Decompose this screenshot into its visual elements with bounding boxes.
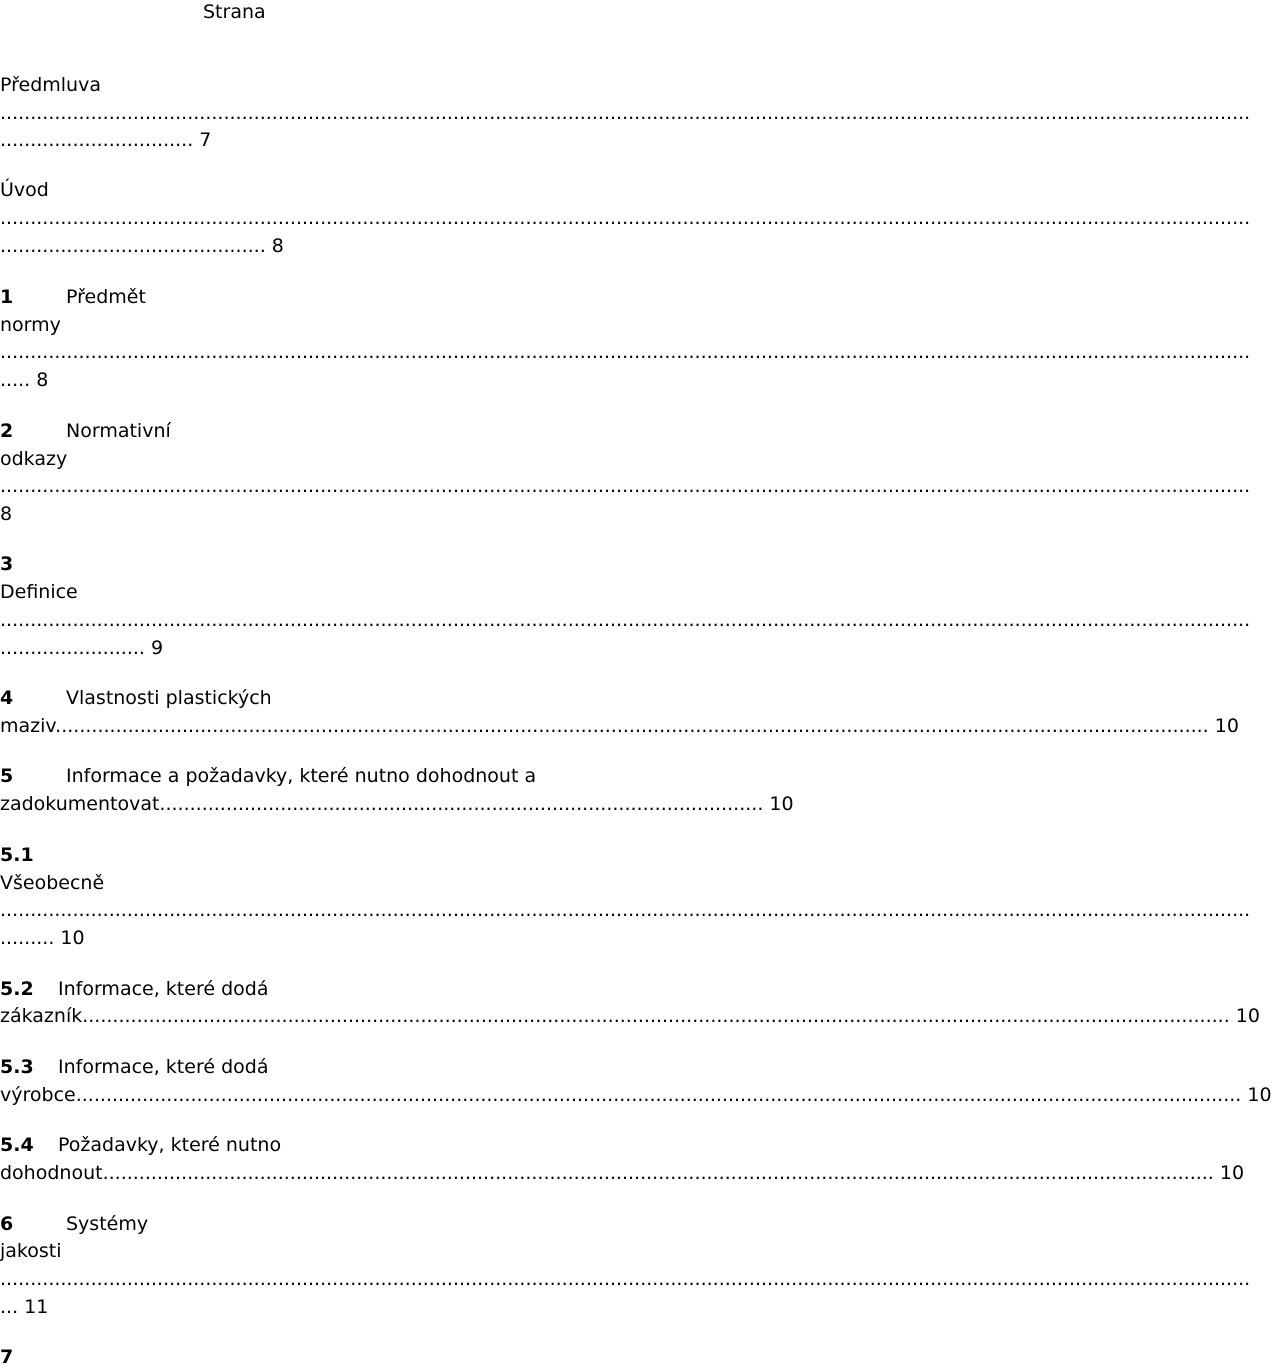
toc-leader: ............................................................................................................................................................................................................... (0, 609, 1251, 631)
toc-title-cont: normy (0, 314, 61, 336)
toc-title-cont: zákazník.............................................................................................................................................................................................. 10 (0, 1005, 1260, 1027)
toc-number: 5.3 (0, 1056, 34, 1078)
toc-number: 5.4 (0, 1134, 34, 1156)
toc-title-cont: Všeobecně (0, 872, 105, 894)
toc-number: 6 (0, 1213, 14, 1235)
toc-page-line: ................................ 7 (0, 129, 212, 151)
toc-leader: ............................................................................................................................................................................................................... (0, 899, 1251, 921)
toc-page-line: ............................................ 8 (0, 235, 284, 257)
toc-heading-line (0, 284, 960, 310)
toc-title-cont: jakosti (0, 1240, 62, 1262)
toc-page-line: ..... 8 (0, 369, 49, 391)
toc-title: Informace, které dodá (58, 1056, 269, 1078)
toc-title: Předmluva (0, 74, 101, 96)
toc-leader: ............................................................................................................................................................................................................... (0, 1268, 1251, 1290)
toc-heading-line (0, 685, 960, 711)
toc-heading-line (0, 1211, 960, 1237)
toc-title-cont: maziv............................................................................................................................................................................................... 10 (0, 715, 1239, 737)
toc-heading-line (0, 976, 960, 1002)
toc-page-line: ......... 10 (0, 927, 85, 949)
toc-title: Informace, které dodá (58, 978, 269, 1000)
toc-leader: ............................................................................................................................................................................................................... (0, 207, 1251, 229)
toc-title: Normativní (66, 420, 171, 442)
page-header-label: Strana (203, 1, 266, 23)
toc-title: Předmět (66, 286, 146, 308)
toc-number: 2 (0, 420, 14, 442)
toc-title: Systémy (66, 1213, 149, 1235)
toc-number: 5.1 (0, 844, 34, 866)
toc-title-cont: zadokumentovat.................................................................................................... 10 (0, 793, 794, 815)
toc-title-cont: dohodnout........................................................................................................................................................................................ 10 (0, 1162, 1245, 1184)
toc-number: 5.2 (0, 978, 34, 1000)
toc-number: 7 (0, 1346, 14, 1368)
toc-number: 5 (0, 765, 14, 787)
toc-title: Vlastnosti plastických (66, 687, 272, 709)
toc-leader: ............................................................................................................................................................................................................... (0, 102, 1251, 124)
toc-title: Požadavky, které nutno (58, 1134, 282, 1156)
toc-title-cont: odkazy (0, 448, 68, 470)
toc-title: Informace a požadavky, které nutno dohodnout a (66, 765, 537, 787)
toc-heading-line (0, 418, 960, 444)
toc-page-line: ........................ 9 (0, 637, 164, 659)
toc-page-line: 8 (0, 503, 13, 525)
toc-page-line: ... 11 (0, 1296, 49, 1318)
toc-heading-line (0, 763, 960, 789)
toc-title-cont: Definice (0, 581, 78, 603)
toc-leader: ............................................................................................................................................................................................................... (0, 341, 1251, 363)
toc-title-cont: výrobce................................................................................................................................................................................................. 10 (0, 1084, 1272, 1106)
toc-number: 3 (0, 553, 14, 575)
toc-number: 1 (0, 286, 14, 308)
toc-number: 4 (0, 687, 14, 709)
toc-title: Úvod (0, 179, 49, 201)
toc-leader: ............................................................................................................................................................................................................... (0, 475, 1251, 497)
toc-heading-line (0, 1054, 960, 1080)
toc-heading-line (0, 1132, 960, 1158)
